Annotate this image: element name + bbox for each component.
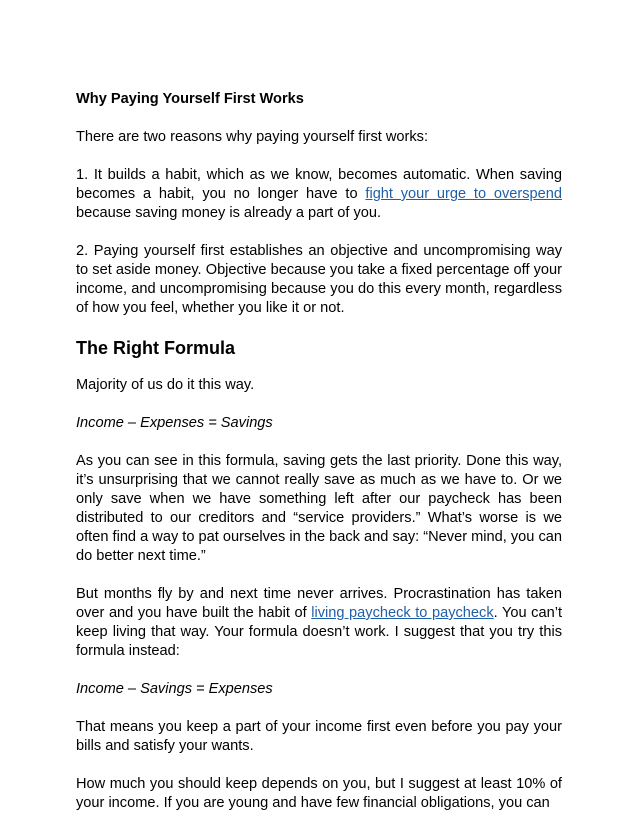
majority-paragraph: Majority of us do it this way. (76, 377, 255, 393)
procrastination-text-start: But months fly by and next time never arrives. Procrastination has taken over and you have built the habit of (76, 586, 562, 621)
intro-paragraph: There are two reasons why paying yourself first works: (76, 129, 429, 145)
procrastination-paragraph (76, 585, 562, 661)
section-heading-right-formula: The Right Formula (76, 338, 235, 358)
how-much-paragraph: How much you should keep depends on you, but I suggest at least 10% of your income. If you are young and have few financial obligations, you can (76, 776, 562, 811)
formula-one (76, 414, 562, 433)
reason-one-paragraph (76, 166, 562, 223)
keep-part-paragraph: That means you keep a part of your income first even before you pay your bills and satisfy your wants. (76, 719, 562, 754)
priority-paragraph: As you can see in this formula, saving gets the last priority. Done this way, it’s unsurprising that we cannot really save as much as we have to. Or we only save when we have something left after our paycheck has been distributed to our creditors and “service providers.” What’s worse is we often find a way to pat ourselves in the back and say: “Never mind, you can do better next time.” (76, 453, 562, 564)
procrastination-text-end: . You can’t keep living that way. Your formula doesn’t work. I suggest that you try this formula instead: (76, 605, 562, 659)
reason-one-text-start: 1. It builds a habit, which as we know, becomes automatic. When saving becomes a habit, you no longer have to (76, 167, 562, 202)
living-paycheck-link[interactable]: living paycheck to paycheck (311, 605, 494, 621)
reason-two-paragraph: 2. Paying yourself first establishes an objective and uncompromising way to set aside money. Objective because you take a fixed percentage off your income, and uncompromising because you do this every month, regardless of how you feel, whether you like it or not. (76, 243, 562, 316)
section-heading-why-paying-yourself-first: Why Paying Yourself First Works (76, 91, 304, 107)
formula-one-text: Income – Expenses = Savings (76, 415, 273, 431)
fight-urge-link[interactable]: fight your urge to overspend (365, 186, 562, 202)
reason-one-text-end: because saving money is already a part of you. (76, 205, 382, 221)
document-page (76, 90, 562, 832)
formula-two (76, 680, 562, 699)
formula-two-text: Income – Savings = Expenses (76, 681, 273, 697)
